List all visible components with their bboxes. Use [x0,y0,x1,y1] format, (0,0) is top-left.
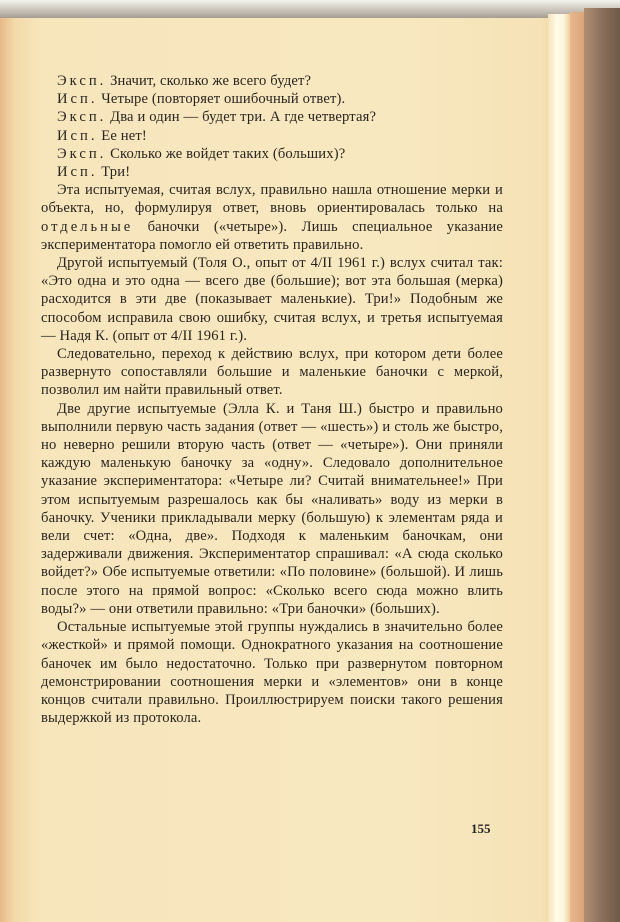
dialog-text: Ее нет! [97,127,147,144]
speaker-label: Исп. [57,127,98,144]
page-stack-edge [570,12,584,922]
paragraph [41,345,503,400]
paragraph [41,254,503,345]
paragraph-text: Эта испытуемая, считая вслух, правильно нашла отношение мерки и объекта, но, формулируя ответ, вновь ориентировалась только на [41,182,503,217]
emphasis-spaced: отдельные [41,218,134,235]
speaker-label: Эксп. [57,145,107,162]
speaker-label: Эксп. [57,73,107,89]
dialog-text: Два и один — будет три. А где четвертая? [106,109,377,126]
dialog-text: Три! [97,164,131,181]
paragraph [41,400,503,618]
paragraph-text: Следовательно, переход к действию вслух, при котором дети более развернуто сопоставляли большие и маленькие баночки с меркой, позволил им найти правильный ответ. [41,346,503,399]
dialog-line [57,163,503,181]
paragraph-text: Остальные испытуемые этой группы нуждались в значительно более «жесткой» и прямой помощи. Однократного указания на соотношение баночек им было недостаточно. Только при развернутом повторном демонстрировании соотношения мерки и «элементов» они в конце концов считали правильно. Проиллюстрируем поиски такого решения выдержкой из протокола. [41,619,503,727]
page-body-text [41,72,503,727]
dialog-line [57,72,503,90]
dialog-text: Четыре (повторяет ошибочный ответ). [97,91,346,108]
book-cover-edge [584,8,620,922]
page-fore-edge [548,14,570,922]
dialog-line [57,90,503,108]
paragraph-text: Две другие испытуемые (Элла К. и Таня Ш.) быстро и правильно выполнили первую часть задания (ответ — «шесть») и столь же быстро, но неверно решили вторую часть (ответ — «четыре»). Они приняли каждую маленькую баночку за «одну». Следовало дополнительное указание экспериментатора: «Четыре ли? Считай внимательнее!» При этом испытуемым разрешалось как бы «наливать» воду из мерки в баночку. Ученики прикладывали мерку (большую) к элементам ряда и вели счет: «Одна, две». Подходя к маленьким баночкам, они задерживали движения. Экспериментатор спрашивал: «А сюда сколько войдет?» Обе испытуемые ответили: «По половине» (большой). И лишь после этого на прямой вопрос: «Сколько всего сюда можно влить воды?» — они ответили правильно: «Три баночки» (больших). [41,400,503,617]
speaker-label: Исп. [57,164,98,181]
page-number: 155 [471,821,491,836]
dialog-line [57,108,503,126]
dialog-text: Сколько же войдет таких (больших)? [106,145,346,162]
paragraph-text: баночки («четыре»). Лишь специальное указание экспериментатора помогло ей ответить правильно. [41,218,503,253]
dialog-text: Значит, сколько же всего будет? [106,73,312,89]
dialog-line [57,145,503,163]
speaker-label: Эксп. [57,109,107,126]
paragraph [41,618,503,727]
paragraph [41,181,503,254]
dialog-line [57,127,503,145]
paragraph-text: Другой испытуемый (Толя О., опыт от 4/II 1961 г.) вслух считал так: «Это одна и это одна — всего две (большие); вот эта большая (мерка) расходится в эти две (показывает маленькие). Три!» Подобным же способом исправила свою ошибку, считая вслух, и третья испытуемая — Надя К. (опыт от 4/II 1961 г.). [41,255,503,344]
speaker-label: Исп. [57,91,98,108]
